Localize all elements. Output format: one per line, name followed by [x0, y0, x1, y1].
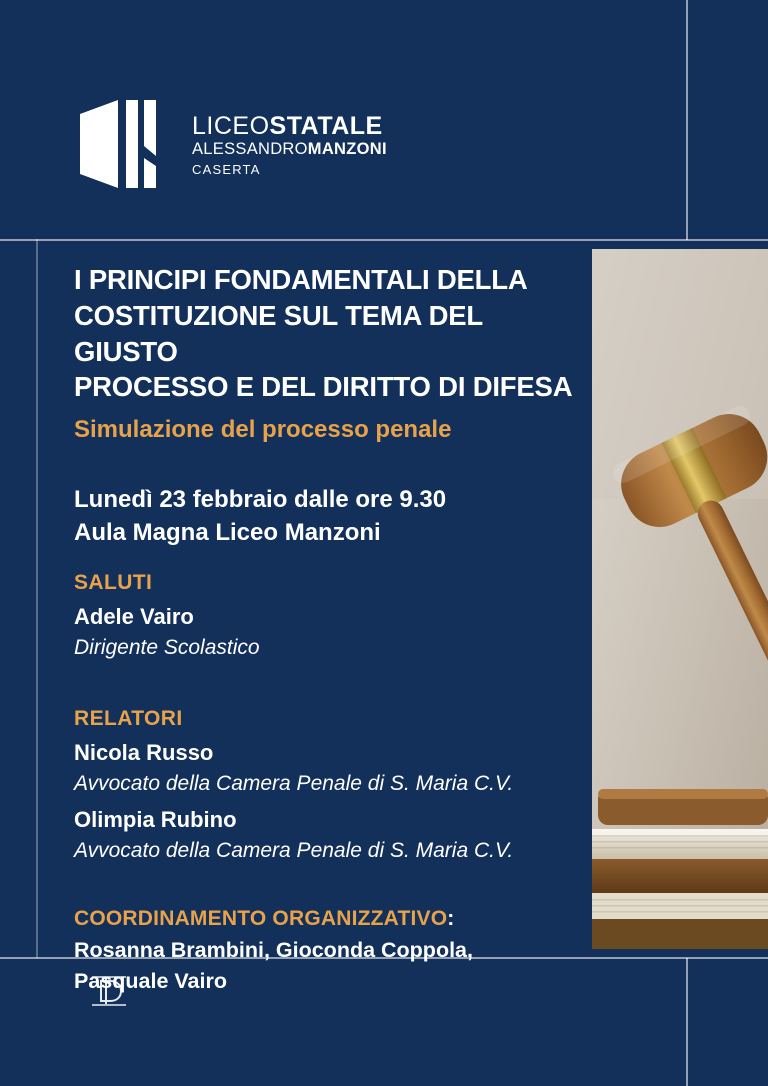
event-venue: Aula Magna Liceo Manzoni: [74, 519, 381, 547]
speaker-item: [74, 737, 586, 798]
speaker-role: Avvocato della Camera Penale di S. Maria C.V.: [74, 771, 514, 795]
judge-gavel-and-books-photo: [592, 249, 768, 949]
organization-names-line-2: Pasquale Vairo: [74, 969, 227, 994]
event-subtitle: Simulazione del processo penale: [74, 416, 452, 443]
event-date: Lunedì 23 febbraio dalle ore 9.30: [74, 486, 447, 514]
event-content: [74, 262, 586, 998]
logo-line-alessandro-manzoni: ALESSANDROMANZONI: [192, 140, 387, 159]
event-datetime-venue: [74, 483, 586, 549]
title-line-2: COSTITUZIONE SUL TEMA DEL GIUSTO: [74, 299, 483, 367]
organization-names: [74, 935, 586, 997]
spacer: [74, 663, 586, 685]
organization-heading: [74, 907, 586, 931]
organization-heading-text: COORDINAMENTO ORGANIZZATIVO: [74, 907, 448, 931]
greetings-role: Dirigente Scolastico: [74, 636, 260, 660]
manzoni-book-logo-icon: [78, 96, 174, 192]
organization-heading-colon: :: [447, 907, 455, 931]
school-logo-text: [192, 109, 387, 179]
page-title: [74, 262, 586, 405]
speaker-role: Avvocato della Camera Penale di S. Maria C.V.: [74, 838, 514, 862]
designer-monogram-icon: [86, 968, 132, 1014]
speaker-name: Nicola Russo: [74, 739, 214, 765]
organization-names-line-1: Rosanna Brambini, Gioconda Coppola,: [74, 938, 473, 963]
logo-line-caserta: CASERTA: [192, 161, 261, 177]
speaker-item: [74, 804, 586, 865]
greetings-heading: SALUTI: [74, 571, 153, 595]
divider-vertical-bottom-right: [686, 958, 688, 1086]
speaker-name: Olimpia Rubino: [74, 806, 237, 832]
title-line-1: I PRINCIPI FONDAMENTALI DELLA: [74, 264, 528, 295]
speakers-heading: RELATORI: [74, 706, 183, 730]
title-line-3: PROCESSO E DEL DIRITTO DI DIFESA: [74, 371, 573, 403]
school-logo: [78, 96, 387, 192]
divider-horizontal-top: [0, 239, 768, 241]
divider-vertical-top-right: [686, 0, 688, 240]
greetings-name: Adele Vairo: [74, 604, 194, 630]
logo-line-liceo-statale: LICEOSTATALE: [192, 111, 383, 140]
divider-vertical-left: [36, 239, 38, 958]
